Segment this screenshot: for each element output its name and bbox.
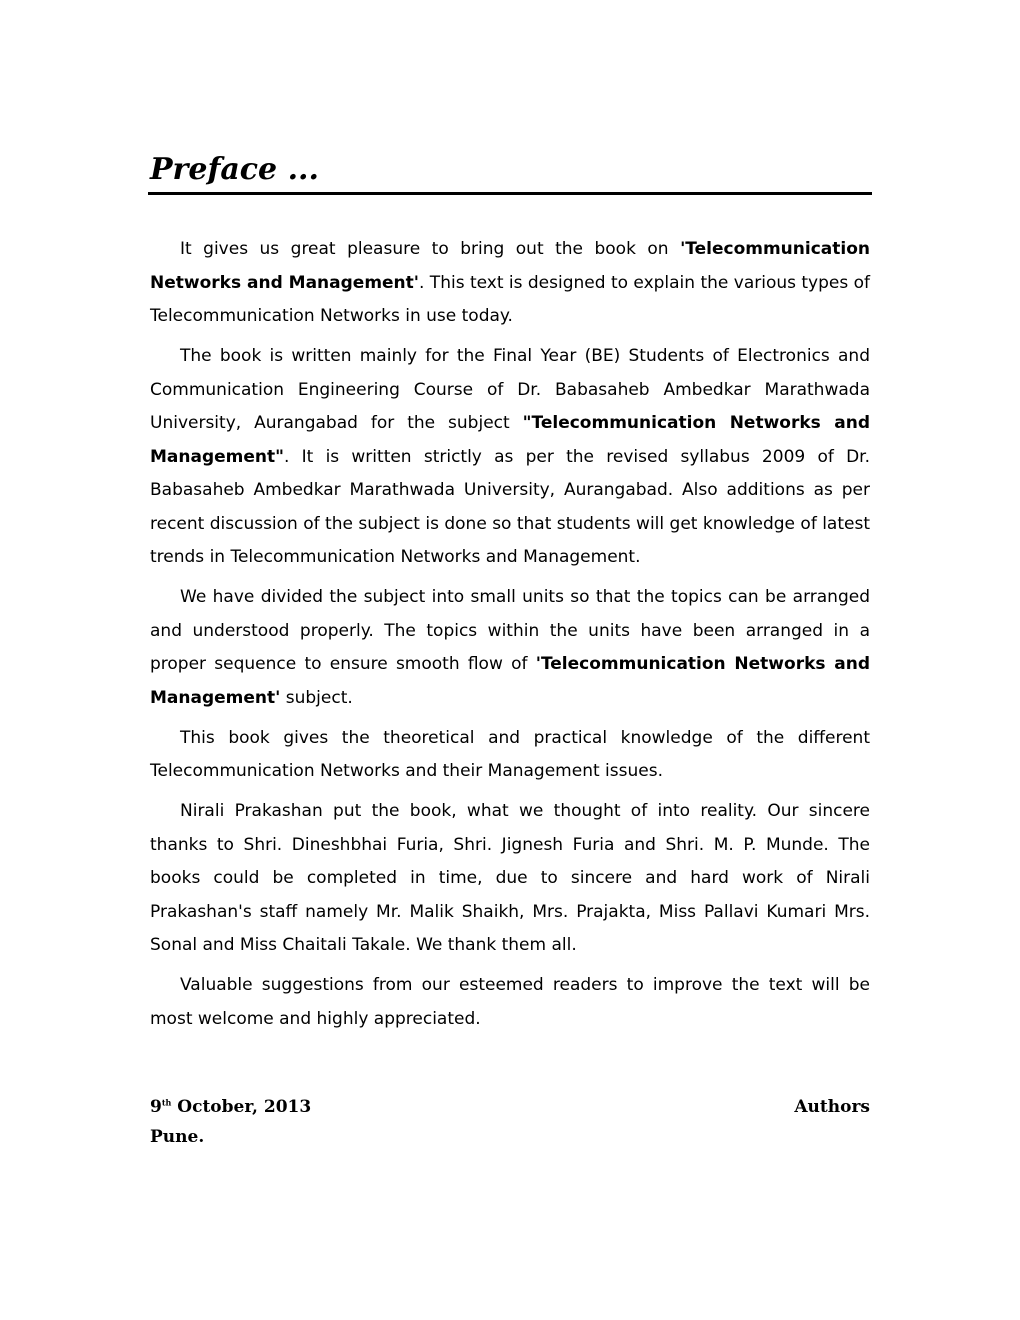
signoff-place: Pune. xyxy=(150,1127,205,1147)
paragraph-text: Valuable suggestions from our esteemed readers to improve the text will be most welcome and highly appreciated. xyxy=(150,975,870,1029)
paragraph-text: subject. xyxy=(280,687,353,708)
paragraph-text: . It is written strictly as per the revised syllabus 2009 of Dr. Babasaheb Ambedkar Marathwada University, Aurangabad. Also additions as per recent discussion of the subject is done so that students will get knowledge of latest trends in Telecommunication Networks and Management. xyxy=(150,446,870,567)
paragraph xyxy=(150,340,870,575)
preface-body xyxy=(150,233,870,1043)
paragraph xyxy=(150,233,870,334)
date-day: 9 xyxy=(150,1097,162,1117)
book-title-emphasis: "Telecommunication Networks and Management" xyxy=(150,413,870,467)
paragraph xyxy=(150,795,870,963)
date-rest: October, 2013 xyxy=(171,1097,312,1117)
paragraph-text: It gives us great pleasure to bring out the book on xyxy=(180,239,681,259)
book-title-emphasis: 'Telecommunication Networks and Management' xyxy=(150,239,870,293)
paragraph xyxy=(150,969,870,1036)
page-title: Preface ... xyxy=(150,152,319,187)
signoff-authors: Authors xyxy=(794,1097,870,1117)
paragraph-text: The book is written mainly for the Final Year (BE) Students of Electronics and Communication Engineering Course of Dr. Babasaheb Ambedkar Marathwada University, Aurangabad for the subject xyxy=(150,346,870,433)
signoff-row-date xyxy=(150,1092,870,1122)
paragraph-text: Nirali Prakashan put the book, what we thought of into reality. Our sincere thanks to Shri. Dineshbhai Furia, Shri. Jignesh Furia and Shri. M. P. Munde. The books could be completed in time, due to sincere and hard work of Nirali Prakashan's staff namely Mr. Malik Shaikh, Mrs. Prajakta, Miss Pallavi Kumari Mrs. Sonal and Miss Chaitali Takale. We thank them all. xyxy=(150,801,870,955)
signoff-row-place xyxy=(150,1122,870,1152)
signoff-date xyxy=(150,1092,311,1122)
paragraph-text: This book gives the theoretical and practical knowledge of the different Telecommunication Networks and their Management issues. xyxy=(150,727,870,781)
date-suffix: th xyxy=(161,1097,172,1108)
paragraph xyxy=(150,581,870,715)
book-title-emphasis: 'Telecommunication Networks and Management' xyxy=(150,654,870,708)
document-page xyxy=(150,0,870,1320)
title-underline xyxy=(148,192,872,195)
paragraph-text: We have divided the subject into small units so that the topics can be arranged and understood properly. The topics within the units have been arranged in a proper sequence to ensure smooth flow of xyxy=(150,587,870,674)
preface-header xyxy=(148,150,872,195)
signoff-block xyxy=(150,1092,870,1152)
paragraph-text: . This text is designed to explain the various types of Telecommunication Networks in use today. xyxy=(150,272,871,326)
paragraph xyxy=(150,722,870,789)
